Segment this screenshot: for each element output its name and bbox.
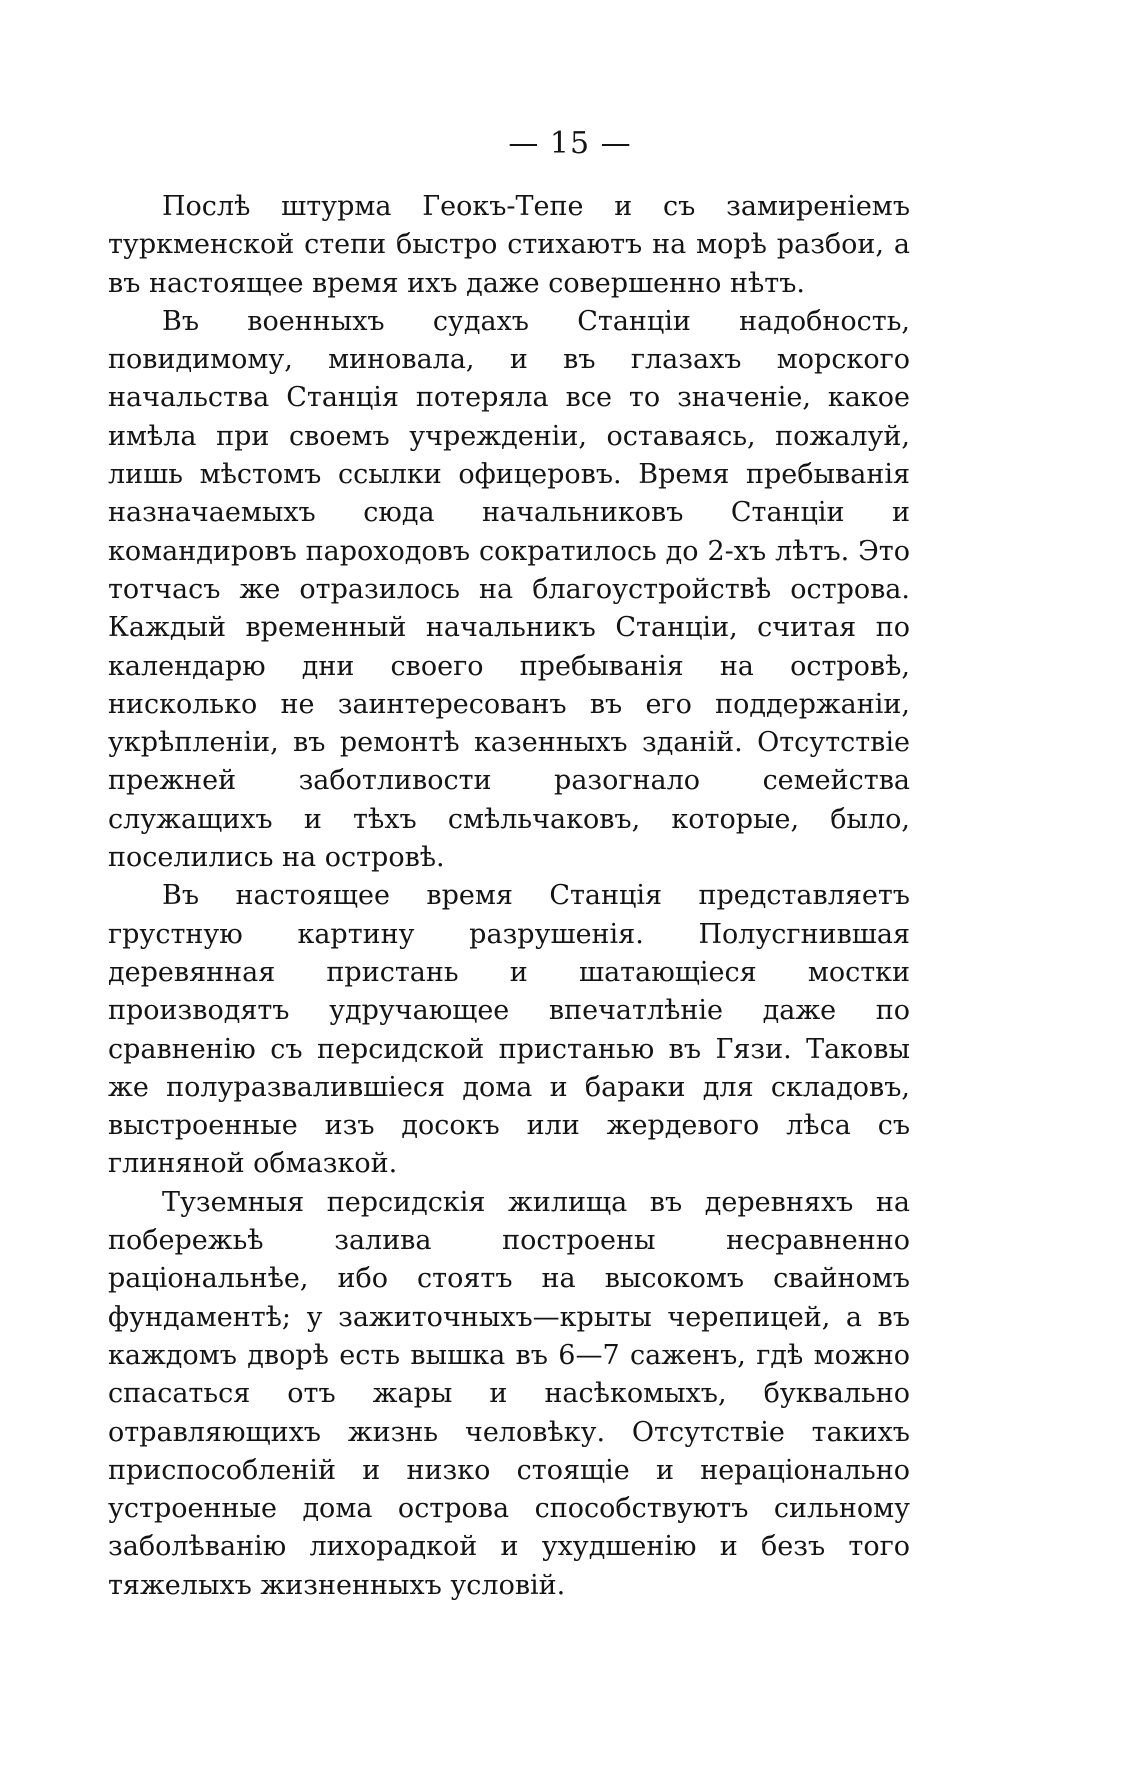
paragraph-3: Въ настоящее время Станція представляетъ грустную картину разрушенія. Полусгнившая деревянная пристань и шатающіеся мостки производятъ удручающее впечатлѣніе даже по сравненію съ персидской пристанью въ Гязи. Таковы же полуразвалившіеся дома и бараки для складовъ, выстроенные изъ досокъ или жердевого лѣса съ глиняной обмазкой. xyxy=(108,880,910,1180)
paragraph-4: Туземныя персидскія жилища въ деревняхъ на побережьѣ залива построены несравненно раціональнѣе, ибо стоятъ на высокомъ свайномъ фундаментѣ; у зажиточныхъ—крыты черепицей, а въ каждомъ дворѣ есть вышка въ 6—7 саженъ, гдѣ можно спасаться отъ жары и насѣкомыхъ, буквально отравляющихъ жизнь человѣку. Отсутствіе такихъ приспособленій и низко стоящіе и нераціонально устроенные дома острова способствуютъ сильному заболѣванію лихорадкой и ухудшенію и безъ того тяжелыхъ жизненныхъ условій. xyxy=(108,1186,910,1601)
page-number: — 15 — xyxy=(508,126,632,161)
paragraph-2: Въ военныхъ судахъ Станціи надобность, повидимому, миновала, и въ глазахъ морского начальства Станція потеряла все то значеніе, какое имѣла при своемъ учрежденіи, оставаясь, пожалуй, лишь мѣстомъ ссылки офицеровъ. Время пребыванія назначаемыхъ сюда начальниковъ Станціи и командировъ пароходовъ сократилось до 2-хъ лѣтъ. Это тотчасъ же отразилось на благоустройствѣ острова. Каждый временный начальникъ Станціи, считая по календарю дни своего пребыванія на островѣ, нисколько не заинтересованъ въ его поддержаніи, укрѣпленіи, въ ремонтѣ казенныхъ зданій. Отсутствіе прежней заботливости разогнало семейства служащихъ и тѣхъ смѣльчаковъ, которые, было, поселились на островѣ. xyxy=(108,305,910,874)
paragraph-1: Послѣ штурма Геокъ-Тепе и съ замиреніемъ туркменской степи быстро стихаютъ на морѣ разбои, а въ настоящее время ихъ даже совершенно нѣтъ. xyxy=(108,191,910,299)
body-text xyxy=(108,188,910,1605)
